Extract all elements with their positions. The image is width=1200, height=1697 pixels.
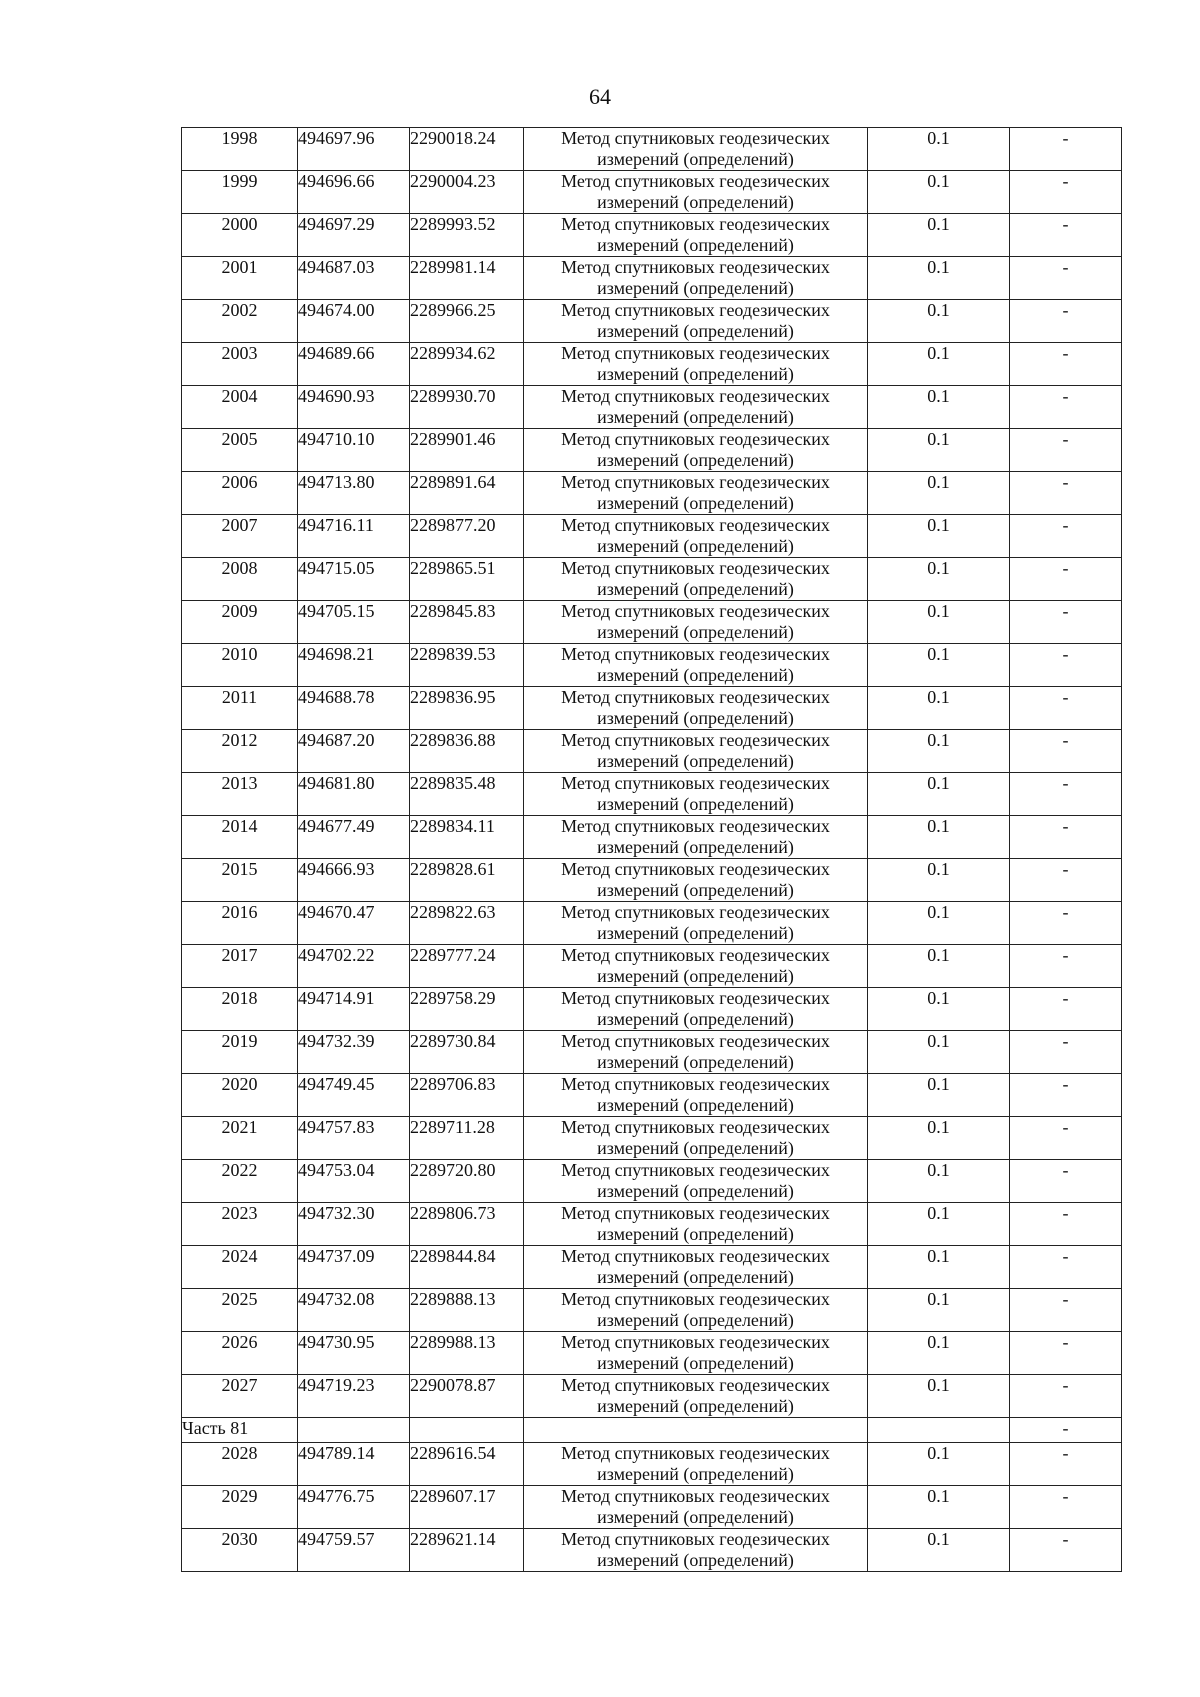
accuracy-cell: 0.1 [868, 1289, 1010, 1332]
method-cell: Метод спутниковых геодезических измерений (определений) [524, 214, 868, 257]
y-coordinate-cell: 2289758.29 [410, 988, 524, 1031]
y-coordinate-cell: 2289891.64 [410, 472, 524, 515]
table-row [182, 730, 1122, 773]
x-coordinate-cell: 494690.93 [298, 386, 410, 429]
point-number-cell: 2016 [182, 902, 298, 945]
x-coordinate-cell: 494715.05 [298, 558, 410, 601]
x-coordinate-cell: 494730.95 [298, 1332, 410, 1375]
x-coordinate-cell: 494710.10 [298, 429, 410, 472]
description-cell: - [1010, 1160, 1122, 1203]
point-number-cell: 2001 [182, 257, 298, 300]
table-row [182, 1203, 1122, 1246]
method-cell: Метод спутниковых геодезических измерений (определений) [524, 816, 868, 859]
method-cell: Метод спутниковых геодезических измерений (определений) [524, 1289, 868, 1332]
table-row [182, 300, 1122, 343]
point-number-cell: 2021 [182, 1117, 298, 1160]
description-cell: - [1010, 1289, 1122, 1332]
method-cell: Метод спутниковых геодезических измерений (определений) [524, 1332, 868, 1375]
accuracy-cell: 0.1 [868, 1117, 1010, 1160]
empty-cell [524, 1418, 868, 1443]
accuracy-cell: 0.1 [868, 1332, 1010, 1375]
point-number-cell: 2014 [182, 816, 298, 859]
description-cell: - [1010, 1031, 1122, 1074]
y-coordinate-cell: 2290004.23 [410, 171, 524, 214]
method-cell: Метод спутниковых геодезических измерений (определений) [524, 773, 868, 816]
point-number-cell: 2003 [182, 343, 298, 386]
x-coordinate-cell: 494681.80 [298, 773, 410, 816]
description-cell: - [1010, 687, 1122, 730]
table-row [182, 859, 1122, 902]
x-coordinate-cell: 494732.30 [298, 1203, 410, 1246]
point-number-cell: 2005 [182, 429, 298, 472]
empty-cell [298, 1418, 410, 1443]
x-coordinate-cell: 494689.66 [298, 343, 410, 386]
description-cell: - [1010, 1375, 1122, 1418]
x-coordinate-cell: 494749.45 [298, 1074, 410, 1117]
method-cell: Метод спутниковых геодезических измерений (определений) [524, 1074, 868, 1117]
point-number-cell: 2000 [182, 214, 298, 257]
y-coordinate-cell: 2289834.11 [410, 816, 524, 859]
y-coordinate-cell: 2289877.20 [410, 515, 524, 558]
y-coordinate-cell: 2289621.14 [410, 1529, 524, 1572]
x-coordinate-cell: 494789.14 [298, 1443, 410, 1486]
y-coordinate-cell: 2289836.88 [410, 730, 524, 773]
accuracy-cell: 0.1 [868, 1375, 1010, 1418]
description-cell: - [1010, 902, 1122, 945]
point-number-cell: 2027 [182, 1375, 298, 1418]
x-coordinate-cell: 494666.93 [298, 859, 410, 902]
empty-cell [410, 1418, 524, 1443]
description-cell: - [1010, 945, 1122, 988]
y-coordinate-cell: 2289828.61 [410, 859, 524, 902]
description-cell: - [1010, 1418, 1122, 1443]
table-row [182, 515, 1122, 558]
y-coordinate-cell: 2289888.13 [410, 1289, 524, 1332]
table-row [182, 1246, 1122, 1289]
description-cell: - [1010, 1117, 1122, 1160]
y-coordinate-cell: 2289607.17 [410, 1486, 524, 1529]
description-cell: - [1010, 730, 1122, 773]
y-coordinate-cell: 2289930.70 [410, 386, 524, 429]
accuracy-cell: 0.1 [868, 816, 1010, 859]
method-cell: Метод спутниковых геодезических измерений (определений) [524, 859, 868, 902]
point-number-cell: 2012 [182, 730, 298, 773]
point-number-cell: 2007 [182, 515, 298, 558]
table-row [182, 1443, 1122, 1486]
point-number-cell: 2023 [182, 1203, 298, 1246]
description-cell: - [1010, 1074, 1122, 1117]
point-number-cell: 1998 [182, 128, 298, 171]
table-row [182, 128, 1122, 171]
table-row [182, 1332, 1122, 1375]
x-coordinate-cell: 494696.66 [298, 171, 410, 214]
table-row [182, 687, 1122, 730]
table-row [182, 1031, 1122, 1074]
x-coordinate-cell: 494776.75 [298, 1486, 410, 1529]
point-number-cell: 2019 [182, 1031, 298, 1074]
method-cell: Метод спутниковых геодезических измерений (определений) [524, 300, 868, 343]
y-coordinate-cell: 2289836.95 [410, 687, 524, 730]
method-cell: Метод спутниковых геодезических измерений (определений) [524, 1246, 868, 1289]
x-coordinate-cell: 494713.80 [298, 472, 410, 515]
x-coordinate-cell: 494705.15 [298, 601, 410, 644]
y-coordinate-cell: 2289806.73 [410, 1203, 524, 1246]
method-cell: Метод спутниковых геодезических измерений (определений) [524, 515, 868, 558]
description-cell: - [1010, 343, 1122, 386]
accuracy-cell: 0.1 [868, 1160, 1010, 1203]
table-row [182, 1529, 1122, 1572]
point-number-cell: 2006 [182, 472, 298, 515]
x-coordinate-cell: 494702.22 [298, 945, 410, 988]
point-number-cell: 2002 [182, 300, 298, 343]
accuracy-cell: 0.1 [868, 429, 1010, 472]
accuracy-cell: 0.1 [868, 988, 1010, 1031]
description-cell: - [1010, 257, 1122, 300]
description-cell: - [1010, 300, 1122, 343]
table-row [182, 902, 1122, 945]
point-number-cell: 2028 [182, 1443, 298, 1486]
table-row [182, 472, 1122, 515]
method-cell: Метод спутниковых геодезических измерений (определений) [524, 945, 868, 988]
accuracy-cell: 0.1 [868, 1443, 1010, 1486]
accuracy-cell: 0.1 [868, 214, 1010, 257]
y-coordinate-cell: 2289777.24 [410, 945, 524, 988]
accuracy-cell: 0.1 [868, 1074, 1010, 1117]
accuracy-cell: 0.1 [868, 1031, 1010, 1074]
table-row [182, 1160, 1122, 1203]
x-coordinate-cell: 494698.21 [298, 644, 410, 687]
accuracy-cell: 0.1 [868, 687, 1010, 730]
coordinates-table [181, 127, 1122, 1572]
method-cell: Метод спутниковых геодезических измерений (определений) [524, 687, 868, 730]
y-coordinate-cell: 2289720.80 [410, 1160, 524, 1203]
table-row [182, 386, 1122, 429]
method-cell: Метод спутниковых геодезических измерений (определений) [524, 472, 868, 515]
method-cell: Метод спутниковых геодезических измерений (определений) [524, 644, 868, 687]
description-cell: - [1010, 601, 1122, 644]
method-cell: Метод спутниковых геодезических измерений (определений) [524, 1117, 868, 1160]
x-coordinate-cell: 494757.83 [298, 1117, 410, 1160]
method-cell: Метод спутниковых геодезических измерений (определений) [524, 558, 868, 601]
point-number-cell: 2004 [182, 386, 298, 429]
table-row [182, 1074, 1122, 1117]
y-coordinate-cell: 2289835.48 [410, 773, 524, 816]
accuracy-cell: 0.1 [868, 300, 1010, 343]
description-cell: - [1010, 214, 1122, 257]
accuracy-cell: 0.1 [868, 1246, 1010, 1289]
y-coordinate-cell: 2290018.24 [410, 128, 524, 171]
empty-cell [868, 1418, 1010, 1443]
y-coordinate-cell: 2289844.84 [410, 1246, 524, 1289]
description-cell: - [1010, 1332, 1122, 1375]
method-cell: Метод спутниковых геодезических измерений (определений) [524, 1203, 868, 1246]
method-cell: Метод спутниковых геодезических измерений (определений) [524, 1160, 868, 1203]
x-coordinate-cell: 494753.04 [298, 1160, 410, 1203]
accuracy-cell: 0.1 [868, 773, 1010, 816]
point-number-cell: 2017 [182, 945, 298, 988]
method-cell: Метод спутниковых геодезических измерений (определений) [524, 257, 868, 300]
accuracy-cell: 0.1 [868, 515, 1010, 558]
x-coordinate-cell: 494716.11 [298, 515, 410, 558]
y-coordinate-cell: 2289993.52 [410, 214, 524, 257]
description-cell: - [1010, 816, 1122, 859]
y-coordinate-cell: 2289730.84 [410, 1031, 524, 1074]
accuracy-cell: 0.1 [868, 902, 1010, 945]
table-row [182, 1289, 1122, 1332]
point-number-cell: 2009 [182, 601, 298, 644]
table-row [182, 558, 1122, 601]
description-cell: - [1010, 988, 1122, 1031]
accuracy-cell: 0.1 [868, 1203, 1010, 1246]
coordinates-table-body [182, 128, 1122, 1572]
point-number-cell: 2008 [182, 558, 298, 601]
point-number-cell: 2025 [182, 1289, 298, 1332]
table-row [182, 644, 1122, 687]
x-coordinate-cell: 494732.39 [298, 1031, 410, 1074]
x-coordinate-cell: 494687.03 [298, 257, 410, 300]
accuracy-cell: 0.1 [868, 1486, 1010, 1529]
y-coordinate-cell: 2289901.46 [410, 429, 524, 472]
method-cell: Метод спутниковых геодезических измерений (определений) [524, 1443, 868, 1486]
method-cell: Метод спутниковых геодезических измерений (определений) [524, 343, 868, 386]
method-cell: Метод спутниковых геодезических измерений (определений) [524, 902, 868, 945]
y-coordinate-cell: 2289988.13 [410, 1332, 524, 1375]
method-cell: Метод спутниковых геодезических измерений (определений) [524, 730, 868, 773]
description-cell: - [1010, 1529, 1122, 1572]
accuracy-cell: 0.1 [868, 343, 1010, 386]
point-number-cell: 1999 [182, 171, 298, 214]
accuracy-cell: 0.1 [868, 945, 1010, 988]
table-row [182, 988, 1122, 1031]
table-row [182, 429, 1122, 472]
method-cell: Метод спутниковых геодезических измерений (определений) [524, 1375, 868, 1418]
x-coordinate-cell: 494687.20 [298, 730, 410, 773]
x-coordinate-cell: 494697.29 [298, 214, 410, 257]
description-cell: - [1010, 558, 1122, 601]
y-coordinate-cell: 2289966.25 [410, 300, 524, 343]
accuracy-cell: 0.1 [868, 128, 1010, 171]
description-cell: - [1010, 1203, 1122, 1246]
method-cell: Метод спутниковых геодезических измерений (определений) [524, 1031, 868, 1074]
y-coordinate-cell: 2289839.53 [410, 644, 524, 687]
point-number-cell: 2011 [182, 687, 298, 730]
point-number-cell: 2022 [182, 1160, 298, 1203]
accuracy-cell: 0.1 [868, 386, 1010, 429]
x-coordinate-cell: 494732.08 [298, 1289, 410, 1332]
page-number: 64 [589, 84, 611, 109]
accuracy-cell: 0.1 [868, 558, 1010, 601]
section-label: Часть 81 [182, 1418, 298, 1443]
description-cell: - [1010, 128, 1122, 171]
method-cell: Метод спутниковых геодезических измерений (определений) [524, 429, 868, 472]
method-cell: Метод спутниковых геодезических измерений (определений) [524, 1486, 868, 1529]
point-number-cell: 2015 [182, 859, 298, 902]
x-coordinate-cell: 494688.78 [298, 687, 410, 730]
y-coordinate-cell: 2289981.14 [410, 257, 524, 300]
accuracy-cell: 0.1 [868, 1529, 1010, 1572]
description-cell: - [1010, 171, 1122, 214]
table-row [182, 601, 1122, 644]
description-cell: - [1010, 859, 1122, 902]
table-row [182, 1375, 1122, 1418]
method-cell: Метод спутниковых геодезических измерений (определений) [524, 988, 868, 1031]
y-coordinate-cell: 2289845.83 [410, 601, 524, 644]
x-coordinate-cell: 494677.49 [298, 816, 410, 859]
description-cell: - [1010, 1246, 1122, 1289]
table-row [182, 257, 1122, 300]
accuracy-cell: 0.1 [868, 859, 1010, 902]
x-coordinate-cell: 494697.96 [298, 128, 410, 171]
y-coordinate-cell: 2289706.83 [410, 1074, 524, 1117]
method-cell: Метод спутниковых геодезических измерений (определений) [524, 171, 868, 214]
table-row [182, 171, 1122, 214]
method-cell: Метод спутниковых геодезических измерений (определений) [524, 128, 868, 171]
y-coordinate-cell: 2290078.87 [410, 1375, 524, 1418]
x-coordinate-cell: 494714.91 [298, 988, 410, 1031]
x-coordinate-cell: 494670.47 [298, 902, 410, 945]
accuracy-cell: 0.1 [868, 257, 1010, 300]
accuracy-cell: 0.1 [868, 472, 1010, 515]
table-row [182, 773, 1122, 816]
y-coordinate-cell: 2289934.62 [410, 343, 524, 386]
description-cell: - [1010, 429, 1122, 472]
table-row [182, 214, 1122, 257]
point-number-cell: 2024 [182, 1246, 298, 1289]
method-cell: Метод спутниковых геодезических измерений (определений) [524, 1529, 868, 1572]
table-row [182, 816, 1122, 859]
description-cell: - [1010, 515, 1122, 558]
table-row [182, 1117, 1122, 1160]
x-coordinate-cell: 494674.00 [298, 300, 410, 343]
y-coordinate-cell: 2289711.28 [410, 1117, 524, 1160]
description-cell: - [1010, 472, 1122, 515]
description-cell: - [1010, 386, 1122, 429]
description-cell: - [1010, 773, 1122, 816]
y-coordinate-cell: 2289865.51 [410, 558, 524, 601]
method-cell: Метод спутниковых геодезических измерений (определений) [524, 601, 868, 644]
accuracy-cell: 0.1 [868, 644, 1010, 687]
y-coordinate-cell: 2289822.63 [410, 902, 524, 945]
description-cell: - [1010, 1443, 1122, 1486]
point-number-cell: 2020 [182, 1074, 298, 1117]
table-row [182, 343, 1122, 386]
point-number-cell: 2026 [182, 1332, 298, 1375]
y-coordinate-cell: 2289616.54 [410, 1443, 524, 1486]
point-number-cell: 2030 [182, 1529, 298, 1572]
method-cell: Метод спутниковых геодезических измерений (определений) [524, 386, 868, 429]
description-cell: - [1010, 644, 1122, 687]
point-number-cell: 2010 [182, 644, 298, 687]
point-number-cell: 2018 [182, 988, 298, 1031]
section-header-row [182, 1418, 1122, 1443]
accuracy-cell: 0.1 [868, 730, 1010, 773]
x-coordinate-cell: 494759.57 [298, 1529, 410, 1572]
point-number-cell: 2029 [182, 1486, 298, 1529]
table-row [182, 945, 1122, 988]
description-cell: - [1010, 1486, 1122, 1529]
accuracy-cell: 0.1 [868, 171, 1010, 214]
x-coordinate-cell: 494719.23 [298, 1375, 410, 1418]
x-coordinate-cell: 494737.09 [298, 1246, 410, 1289]
table-row [182, 1486, 1122, 1529]
accuracy-cell: 0.1 [868, 601, 1010, 644]
point-number-cell: 2013 [182, 773, 298, 816]
